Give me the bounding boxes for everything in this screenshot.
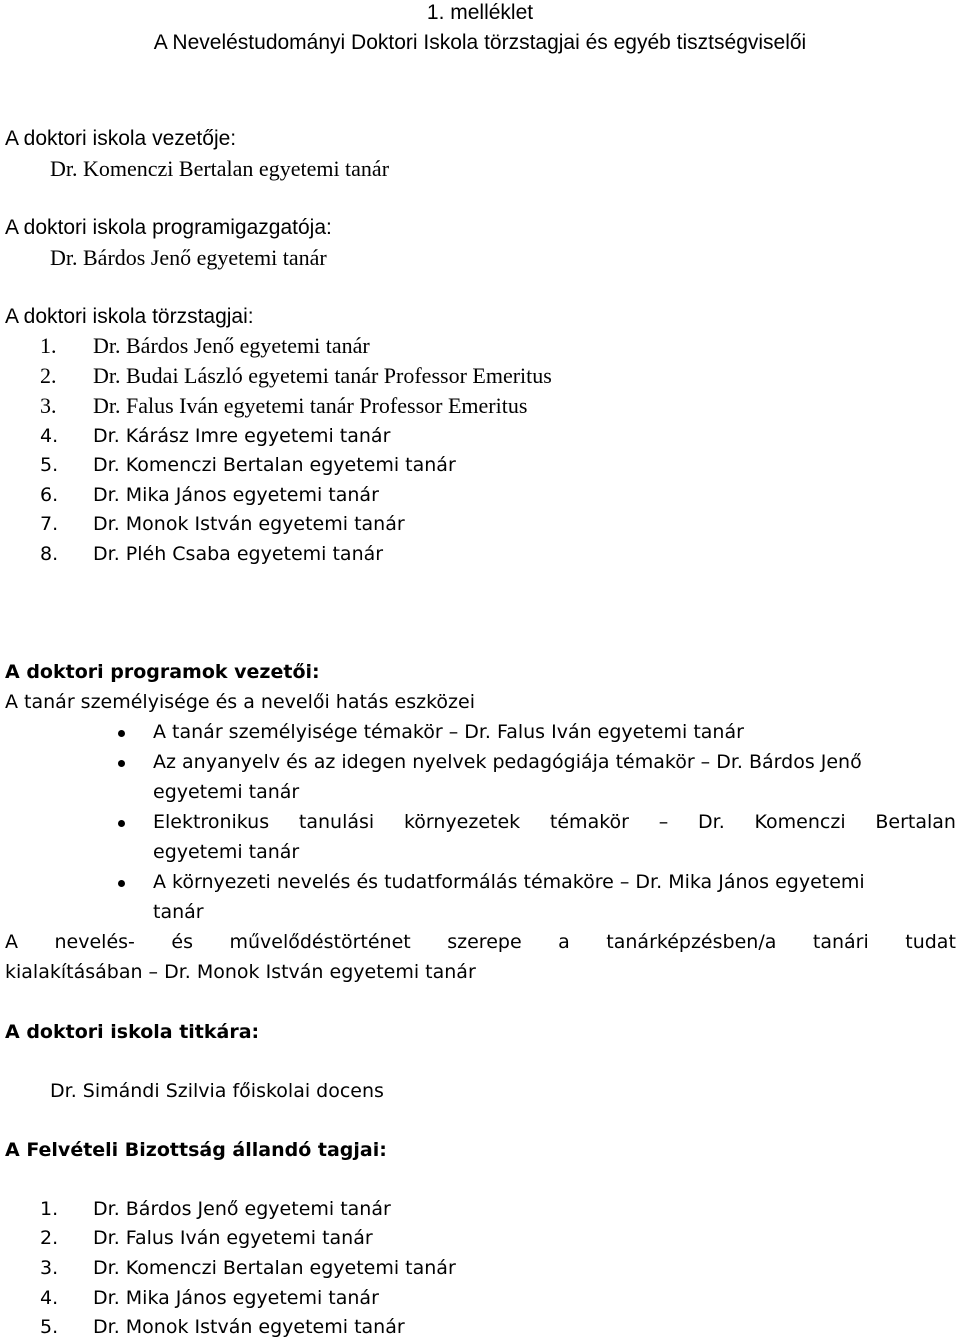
- bullet-icon: [118, 820, 125, 827]
- program-word: nevelés-: [54, 931, 135, 953]
- topic-word: tanulási: [298, 811, 375, 833]
- bullet-icon: [118, 880, 125, 887]
- program-word: tudat: [905, 931, 956, 953]
- committee-member: Dr. Falus Iván egyetemi tanár: [93, 1227, 373, 1249]
- topic-word: –: [658, 811, 669, 833]
- core-members-heading: A doktori iskola törzstagjai:: [5, 305, 254, 328]
- core-member-num: 5.: [40, 454, 59, 476]
- program-word: a: [558, 931, 570, 953]
- committee-num: 5.: [40, 1316, 59, 1338]
- program-director-heading: A doktori iskola programigazgatója:: [5, 216, 332, 239]
- annex-label: 1. melléklet: [426, 1, 534, 24]
- document-title: A Neveléstudományi Doktori Iskola törzstagjai és egyéb tisztségviselői: [153, 31, 807, 54]
- core-member-num: 1.: [40, 333, 57, 358]
- program-title: A tanár személyisége és a nevelői hatás eszközei: [5, 691, 475, 713]
- programs-heading: A doktori programok vezetői:: [5, 661, 320, 683]
- core-member-num: 4.: [40, 425, 59, 447]
- program-word: A: [5, 931, 18, 953]
- leader-name: Dr. Komenczi Bertalan egyetemi tanár: [50, 156, 390, 181]
- core-member-name: Dr. Budai László egyetemi tanár Professor Emeritus: [93, 363, 552, 388]
- topic-word: Elektronikus: [153, 811, 270, 833]
- committee-num: 1.: [40, 1198, 59, 1220]
- core-member-num: 2.: [40, 363, 57, 388]
- core-member-name: Dr. Kárász Imre egyetemi tanár: [93, 425, 391, 447]
- core-member-name: Dr. Falus Iván egyetemi tanár Professor Emeritus: [93, 393, 528, 418]
- topic-word: környezetek: [403, 811, 521, 833]
- committee-member: Dr. Mika János egyetemi tanár: [93, 1287, 379, 1309]
- committee-num: 2.: [40, 1227, 59, 1249]
- core-member-name: Dr. Monok István egyetemi tanár: [93, 513, 405, 535]
- program-line: kialakításában – Dr. Monok István egyetemi tanár: [5, 961, 476, 983]
- topic-line: egyetemi tanár: [153, 781, 300, 803]
- committee-member: Dr. Monok István egyetemi tanár: [93, 1316, 405, 1338]
- topic-line: tanár: [153, 901, 204, 923]
- committee-num: 4.: [40, 1287, 59, 1309]
- topic-line: [153, 809, 956, 835]
- core-member-num: 3.: [40, 393, 57, 418]
- committee-member: Dr. Bárdos Jenő egyetemi tanár: [93, 1198, 391, 1220]
- core-member-num: 6.: [40, 484, 59, 506]
- program-title-justified: [5, 929, 956, 955]
- topic-line: egyetemi tanár: [153, 841, 300, 863]
- program-word: tanárképzésben/a: [606, 931, 777, 953]
- secretary-name: Dr. Simándi Szilvia főiskolai docens: [50, 1080, 384, 1102]
- topic-line: Az anyanyelv és az idegen nyelvek pedagógiája témakör – Dr. Bárdos Jenő: [153, 751, 862, 773]
- bullet-icon: [118, 730, 125, 737]
- secretary-heading: A doktori iskola titkára:: [5, 1021, 260, 1043]
- committee-num: 3.: [40, 1257, 59, 1279]
- committee-member: Dr. Komenczi Bertalan egyetemi tanár: [93, 1257, 456, 1279]
- topic-word: Dr.: [698, 811, 725, 833]
- committee-heading: A Felvételi Bizottság állandó tagjai:: [5, 1139, 387, 1161]
- leader-heading: A doktori iskola vezetője:: [5, 127, 237, 150]
- topic-line: A tanár személyisége témakör – Dr. Falus Iván egyetemi tanár: [153, 721, 744, 743]
- core-member-name: Dr. Bárdos Jenő egyetemi tanár: [93, 333, 370, 358]
- core-member-name: Dr. Mika János egyetemi tanár: [93, 484, 379, 506]
- topic-line: A környezeti nevelés és tudatformálás témaköre – Dr. Mika János egyetemi: [153, 871, 865, 893]
- program-word: művelődéstörténet: [229, 931, 411, 953]
- core-member-name: Dr. Pléh Csaba egyetemi tanár: [93, 543, 384, 565]
- program-word: és: [171, 931, 193, 953]
- program-word: szerepe: [447, 931, 522, 953]
- topic-word: Komenczi: [754, 811, 846, 833]
- program-word: tanári: [812, 931, 869, 953]
- program-director-name: Dr. Bárdos Jenő egyetemi tanár: [50, 245, 327, 270]
- topic-word: Bertalan: [875, 811, 956, 833]
- core-member-num: 7.: [40, 513, 59, 535]
- core-member-num: 8.: [40, 543, 59, 565]
- core-member-name: Dr. Komenczi Bertalan egyetemi tanár: [93, 454, 456, 476]
- bullet-icon: [118, 760, 125, 767]
- topic-word: témakör: [549, 811, 629, 833]
